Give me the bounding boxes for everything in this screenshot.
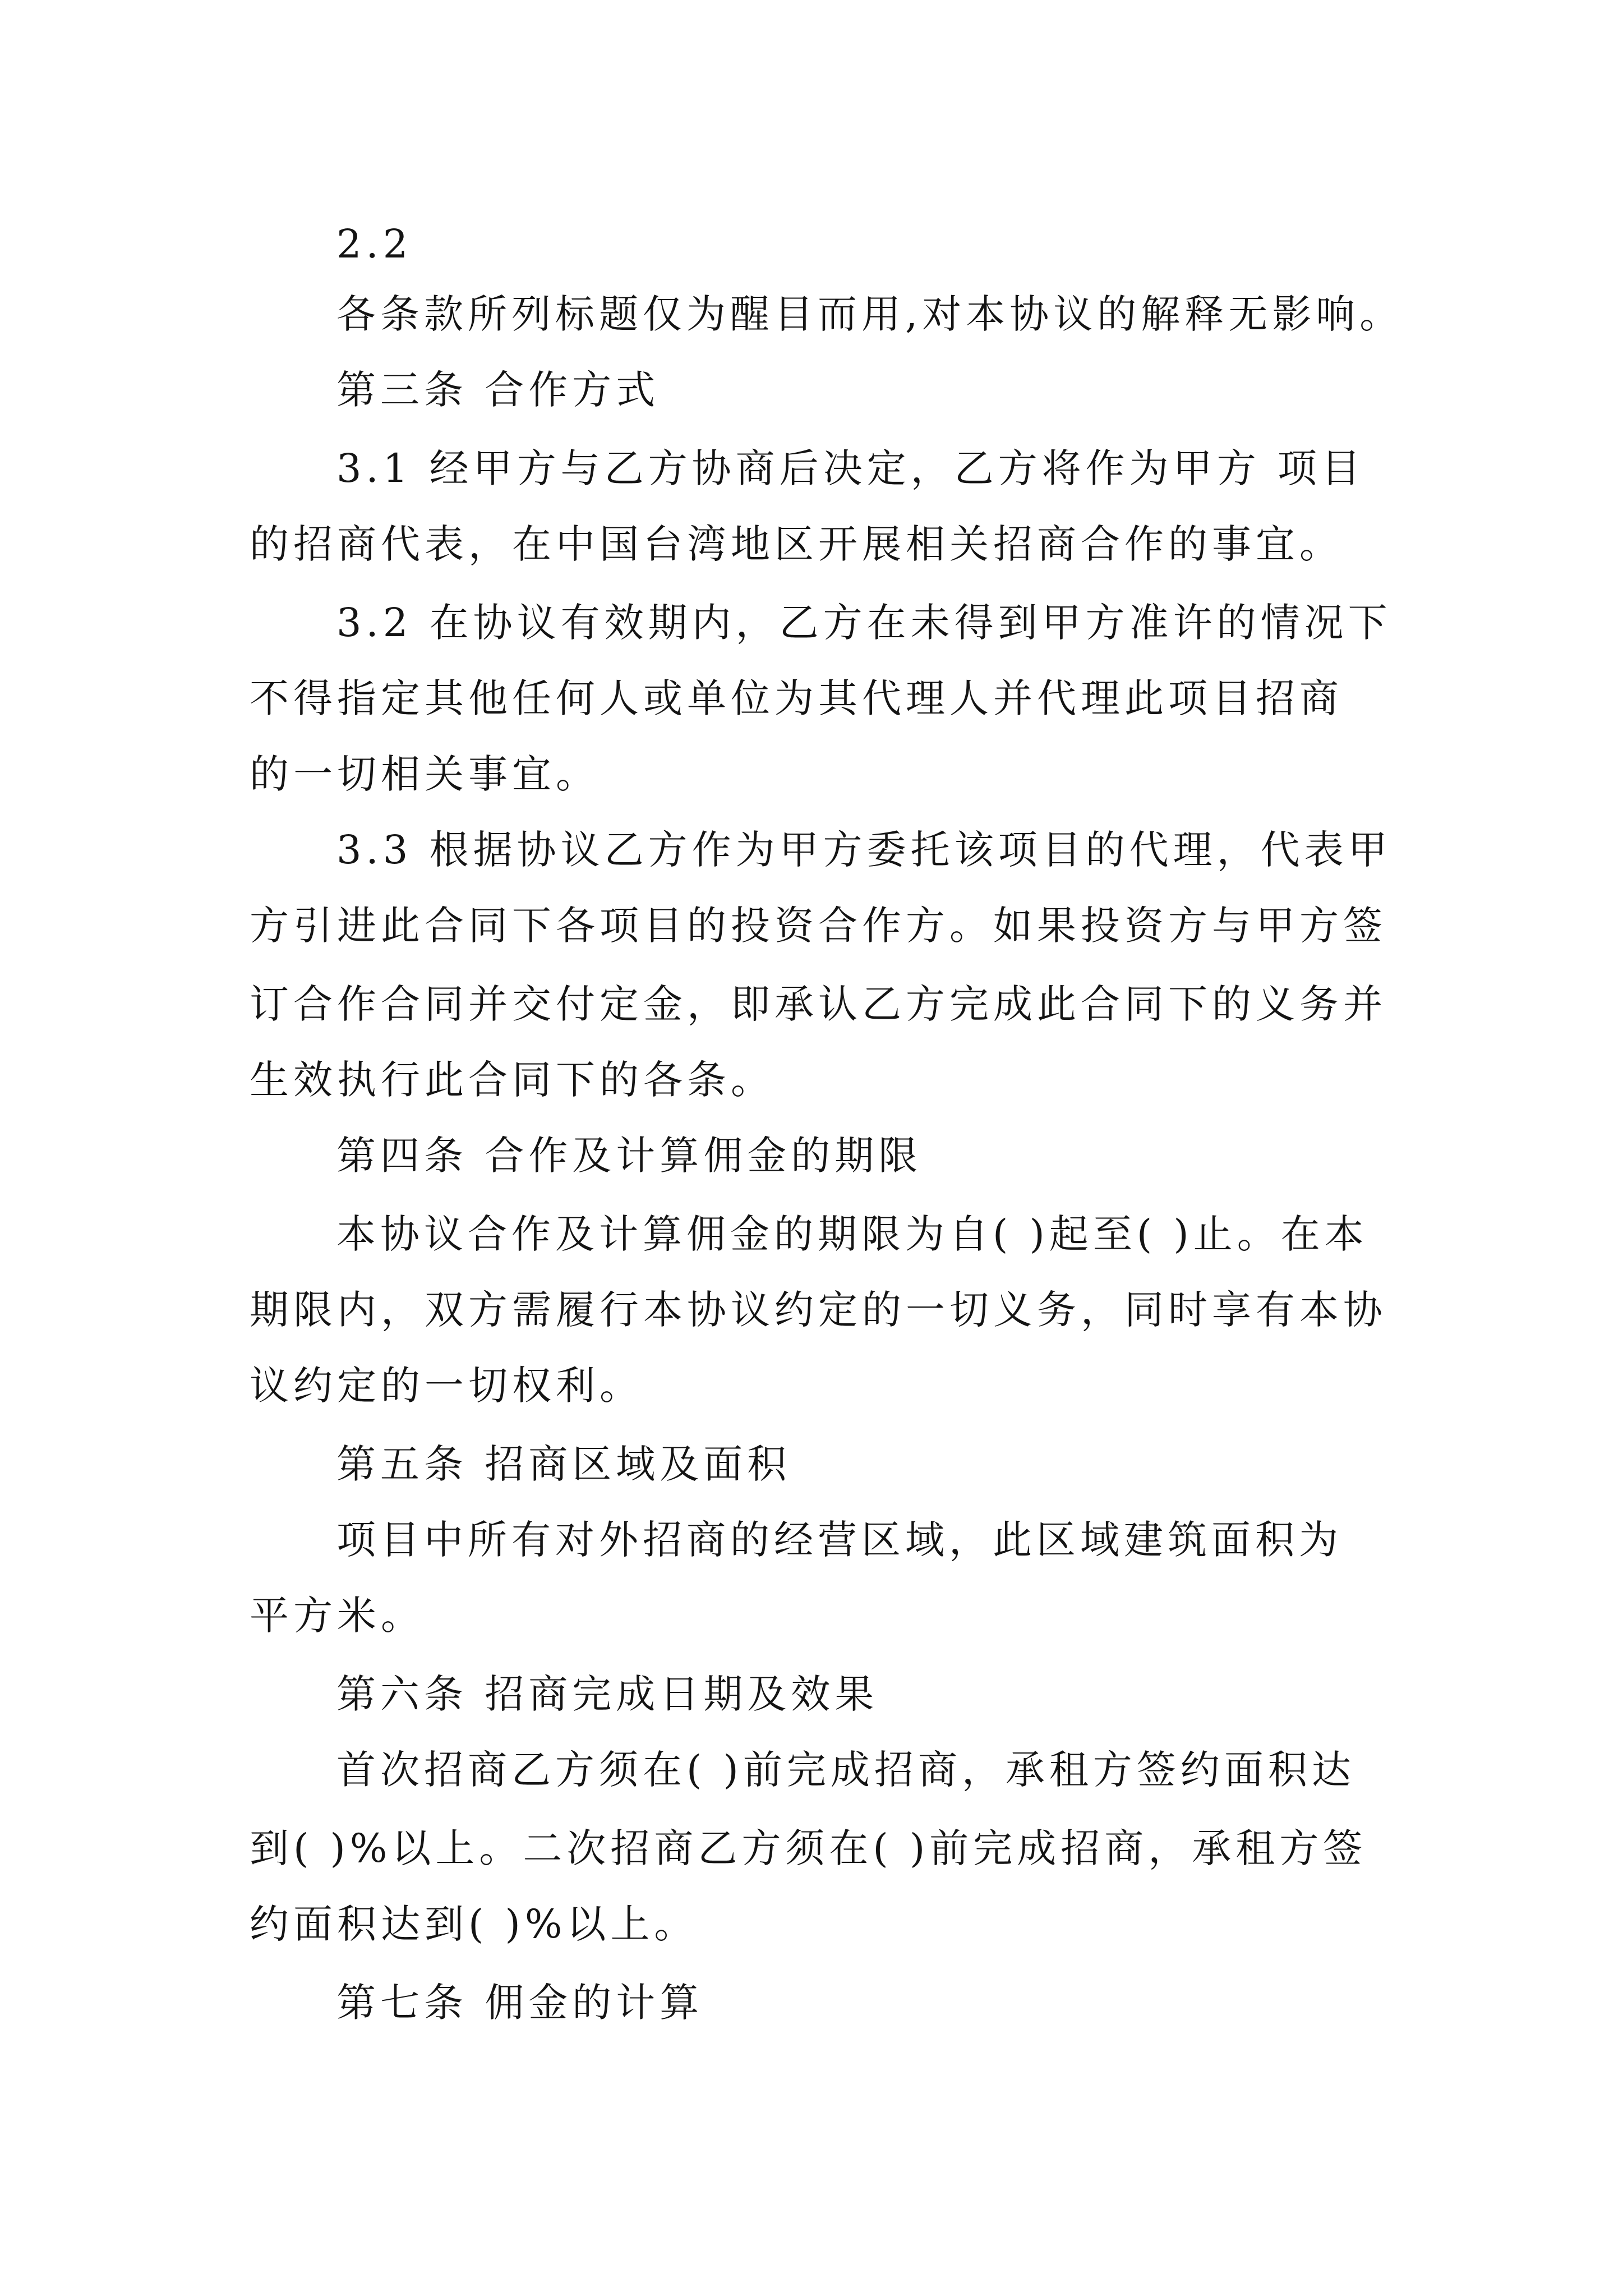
- clause-3-3-line-4: 生效执行此合同下的各条。: [250, 1057, 774, 1103]
- article-4-text-line-2: 期限内，双方需履行本协议约定的一切义务，同时享有本协: [250, 1287, 1387, 1333]
- clause-3-2-line-3: 的一切相关事宜。: [250, 751, 600, 797]
- clause-3-2-line-2: 不得指定其他任何人或单位为其代理人并代理此项目招商: [250, 675, 1343, 721]
- article-5-text-line-1: 项目中所有对外招商的经营区域，此区域建筑面积为: [336, 1517, 1343, 1563]
- article-7-heading: 第七条 佣金的计算: [336, 1980, 704, 2026]
- article-3-heading: 第三条 合作方式: [336, 367, 660, 413]
- clause-3-3-line-1: 3.3 根据协议乙方作为甲方委托该项目的代理，代表甲: [336, 827, 1392, 873]
- clause-3-2-line-1: 3.2 在协议有效期内，乙方在未得到甲方准许的情况下: [336, 600, 1392, 646]
- article-4-text-line-1: 本协议合作及计算佣金的期限为自( )起至( )止。在本: [336, 1211, 1368, 1257]
- article-6-heading: 第六条 招商完成日期及效果: [336, 1671, 879, 1717]
- article-5-text-line-2: 平方米。: [250, 1593, 425, 1639]
- section-number-2-2: 2.2: [336, 221, 413, 267]
- article-6-text-line-2: 到( )%以上。二次招商乙方须在( )前完成招商，承租方签: [250, 1825, 1367, 1871]
- clause-3-3-line-3: 订合作合同并交付定金，即承认乙方完成此合同下的义务并: [250, 981, 1387, 1027]
- article-4-heading: 第四条 合作及计算佣金的期限: [336, 1133, 923, 1179]
- article-6-text-line-1: 首次招商乙方须在( )前完成招商，承租方签约面积达: [336, 1747, 1355, 1793]
- article-4-text-line-3: 议约定的一切权利。: [250, 1363, 643, 1409]
- clause-3-3-line-2: 方引进此合同下各项目的投资合作方。如果投资方与甲方签: [250, 903, 1387, 949]
- clause-3-1-line-1: 3.1 经甲方与乙方协商后决定，乙方将作为甲方 项目: [336, 445, 1365, 491]
- clause-3-1-line-2: 的招商代表，在中国台湾地区开展相关招商合作的事宜。: [250, 521, 1343, 567]
- article-6-text-line-3: 约面积达到( )%以上。: [250, 1901, 698, 1947]
- clause-2-2-text: 各条款所列标题仅为醒目而用,对本协议的解释无影响。: [336, 291, 1404, 337]
- article-5-heading: 第五条 招商区域及面积: [336, 1441, 791, 1487]
